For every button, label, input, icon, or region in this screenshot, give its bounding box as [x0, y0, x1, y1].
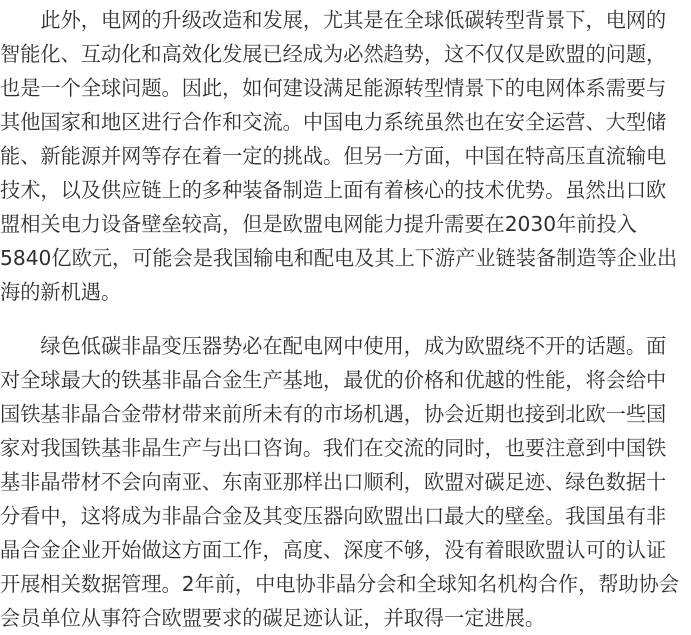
paragraph-line: 能、新能源并网等存在着一定的挑战。但另一方面，中国在特高压直流输电	[0, 144, 667, 168]
paragraph-line: 绿色低碳非晶变压器势必在配电网中使用，成为欧盟绕不开的话题。面	[0, 334, 667, 358]
paragraph-line: 其他国家和地区进行合作和交流。中国电力系统虽然也在安全运营、大型储	[0, 110, 667, 134]
paragraph-line: 晶合金企业开始做这方面工作，高度、深度不够，没有着眼欧盟认可的认证	[0, 538, 667, 562]
paragraph-line: 智能化、互动化和高效化发展已经成为必然趋势，这不仅仅是欧盟的问题，	[0, 42, 667, 66]
paragraph-line: 会员单位从事符合欧盟要求的碳足迹认证，并取得一定进展。	[0, 606, 546, 630]
paragraph-line: 5840亿欧元，可能会是我国输电和配电及其上下游产业链装备制造等企业出	[0, 246, 678, 270]
paragraph-line: 家对我国铁基非晶生产与出口咨询。我们在交流的同时，也要注意到中国铁	[0, 436, 667, 460]
paragraph-line: 盟相关电力设备壁垒较高，但是欧盟电网能力提升需要在2030年前投入	[0, 212, 637, 236]
paragraph-line: 基非晶带材不会向南亚、东南亚那样出口顺利，欧盟对碳足迹、绿色数据十	[0, 470, 667, 494]
paragraph-line: 此外，电网的升级改造和发展，尤其是在全球低碳转型背景下，电网的	[0, 8, 667, 32]
paragraph-line: 分看中，这将成为非晶合金及其变压器向欧盟出口最大的壁垒。我国虽有非	[0, 504, 667, 528]
paragraph-line: 对全球最大的铁基非晶合金生产基地，最优的价格和优越的性能，将会给中	[0, 368, 667, 392]
paragraph-line: 开展相关数据管理。2年前，中电协非晶分会和全球知名机构合作，帮助协会	[0, 572, 680, 596]
paragraph-line: 海的新机遇。	[0, 280, 122, 304]
paragraph-line: 也是一个全球问题。因此，如何建设满足能源转型情景下的电网体系需要与	[0, 76, 667, 100]
paragraph-line: 技术，以及供应链上的多种装备制造上面有着核心的技术优势。虽然出口欧	[0, 178, 667, 202]
paragraph-line: 国铁基非晶合金带材带来前所未有的市场机遇，协会近期也接到北欧一些国	[0, 402, 667, 426]
